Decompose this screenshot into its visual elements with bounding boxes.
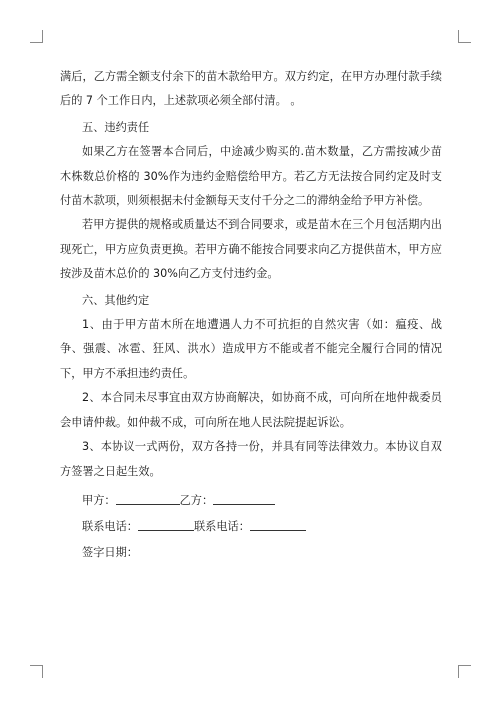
signature-phone-line (60, 514, 442, 540)
paragraph-force-majeure: 1、由于甲方苗木所在地遭遇人力不可抗拒的自然灾害（如：瘟疫、战争、强震、冰雹、狂风、洪水）造成甲方不能或者不能完全履行合同的情况下，甲方不承担违约责任。 (60, 318, 442, 380)
party-a-label: 甲方： (82, 493, 116, 507)
phone-a-label: 联系电话： (82, 519, 138, 533)
section-heading-other: 六、其他约定 (82, 293, 150, 307)
paragraph-payment-terms: 满后，乙方需全额支付余下的苗木款给甲方。双方约定，在甲方办理付款手续后的 7 个工作日内，上述款项必须全部付清。 。 (60, 70, 442, 108)
page-corner-mark-bottom-left (30, 665, 43, 678)
paragraph-breach-buyer: 如果乙方在签署本合同后，中途减少购买的.苗木数量，乙方需按减少苗木株数总价格的 30%作为违约金赔偿给甲方。若乙方无法按合同约定及时支付苗木款项，则须根据未付金额每天支付千分之二的滞纳金给予甲方补偿。 (60, 145, 442, 208)
section-heading-breach: 五、违约责任 (82, 120, 150, 134)
party-b-blank (213, 492, 275, 505)
signature-parties-line (60, 488, 442, 514)
page-corner-mark-top-left (30, 30, 43, 43)
party-a-blank (116, 492, 180, 505)
paragraph-copies: 3、本协议一式两份，双方各持一份，并具有同等法律效力。本协议自双方签署之日起生效。 (60, 440, 442, 478)
party-b-label: 乙方： (179, 493, 214, 507)
page-corner-mark-bottom-right (458, 665, 471, 678)
document-body (60, 65, 442, 566)
paragraph-breach-seller: 若甲方提供的规格或质量达不到合同要求，或是苗木在三个月包活期内出现死亡，甲方应负责更换。若甲方确不能按合同要求向乙方提供苗木，甲方应按涉及苗木总价的 30%向乙方支付违约金。 (60, 218, 442, 281)
phone-b-blank (250, 518, 306, 531)
phone-a-blank (138, 518, 194, 531)
phone-b-label: 联系电话： (193, 519, 250, 533)
sign-date-label: 签字日期： (82, 545, 138, 559)
page-corner-mark-top-right (458, 30, 471, 43)
paragraph-dispute: 2、本合同未尽事宜由双方协商解决，如协商不成，可向所在地仲裁委员会申请仲裁。如仲裁不成，可向所在地人民法院提起诉讼。 (60, 391, 442, 429)
signature-date-line (60, 540, 442, 566)
